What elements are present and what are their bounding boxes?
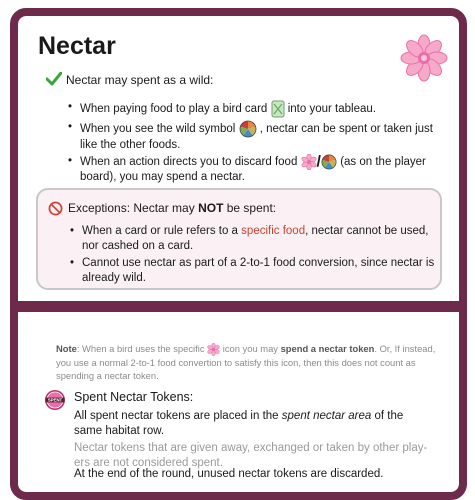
spent-paragraph-2: Nectar tokens that are given away, exchanged or taken by other play- ers are not considered spent. <box>74 442 428 469</box>
wild-bullet-1: • When paying food to play a bird card into your tableau. <box>80 100 440 118</box>
page-title: Nectar <box>38 32 116 60</box>
prohibited-icon <box>48 201 63 216</box>
wild-bullet-3: • When an action directs you to discard food / (as on the player board), you may spend a nectar. <box>80 154 450 185</box>
spent-header: Spent Nectar Tokens: <box>74 390 194 404</box>
spent-nectar-badge-icon <box>44 389 66 411</box>
spent-badge-text: SPENT <box>47 397 63 403</box>
nectar-card <box>10 8 467 500</box>
nectar-small-icon <box>301 154 317 170</box>
exceptions-box <box>36 188 442 290</box>
wild-food-icon <box>239 120 257 138</box>
nectar-small-icon <box>207 343 220 356</box>
spent-paragraph-1: All spent nectar tokens are placed in the spent nectar area of the same habitat row. <box>74 410 404 437</box>
wild-food-icon <box>321 154 337 170</box>
nectar-flower-icon <box>400 34 448 82</box>
wild-header: Nectar may spent as a wild: <box>66 73 214 87</box>
slash-separator: / <box>316 153 321 171</box>
exceptions-bullet-1: • When a card or rule refers to a specific food, nectar cannot be used, nor cashed on a card. <box>82 224 432 254</box>
exceptions-header: Exceptions: Nectar may NOT be spent: <box>68 201 277 215</box>
exceptions-bullet-2: • Cannot use nectar as part of a 2-to-1 food conversion, since nectar is already wild. <box>82 256 437 286</box>
top-panel <box>18 16 459 301</box>
spent-paragraph-3: At the end of the round, unused nectar tokens are discarded. <box>74 468 384 480</box>
note-paragraph: Note: When a bird uses the specific icon you may spend a nectar token. Or, If instead, you use a normal 2-to-1 food convertion to satisfy this icon, then this does not count as spending a nectar token. <box>56 343 436 382</box>
bird-card-icon <box>271 100 285 118</box>
wild-bullet-2: • When you see the wild symbol , nectar can be spent or taken just like the other foods. <box>80 120 450 153</box>
checkmark-icon <box>46 72 62 86</box>
